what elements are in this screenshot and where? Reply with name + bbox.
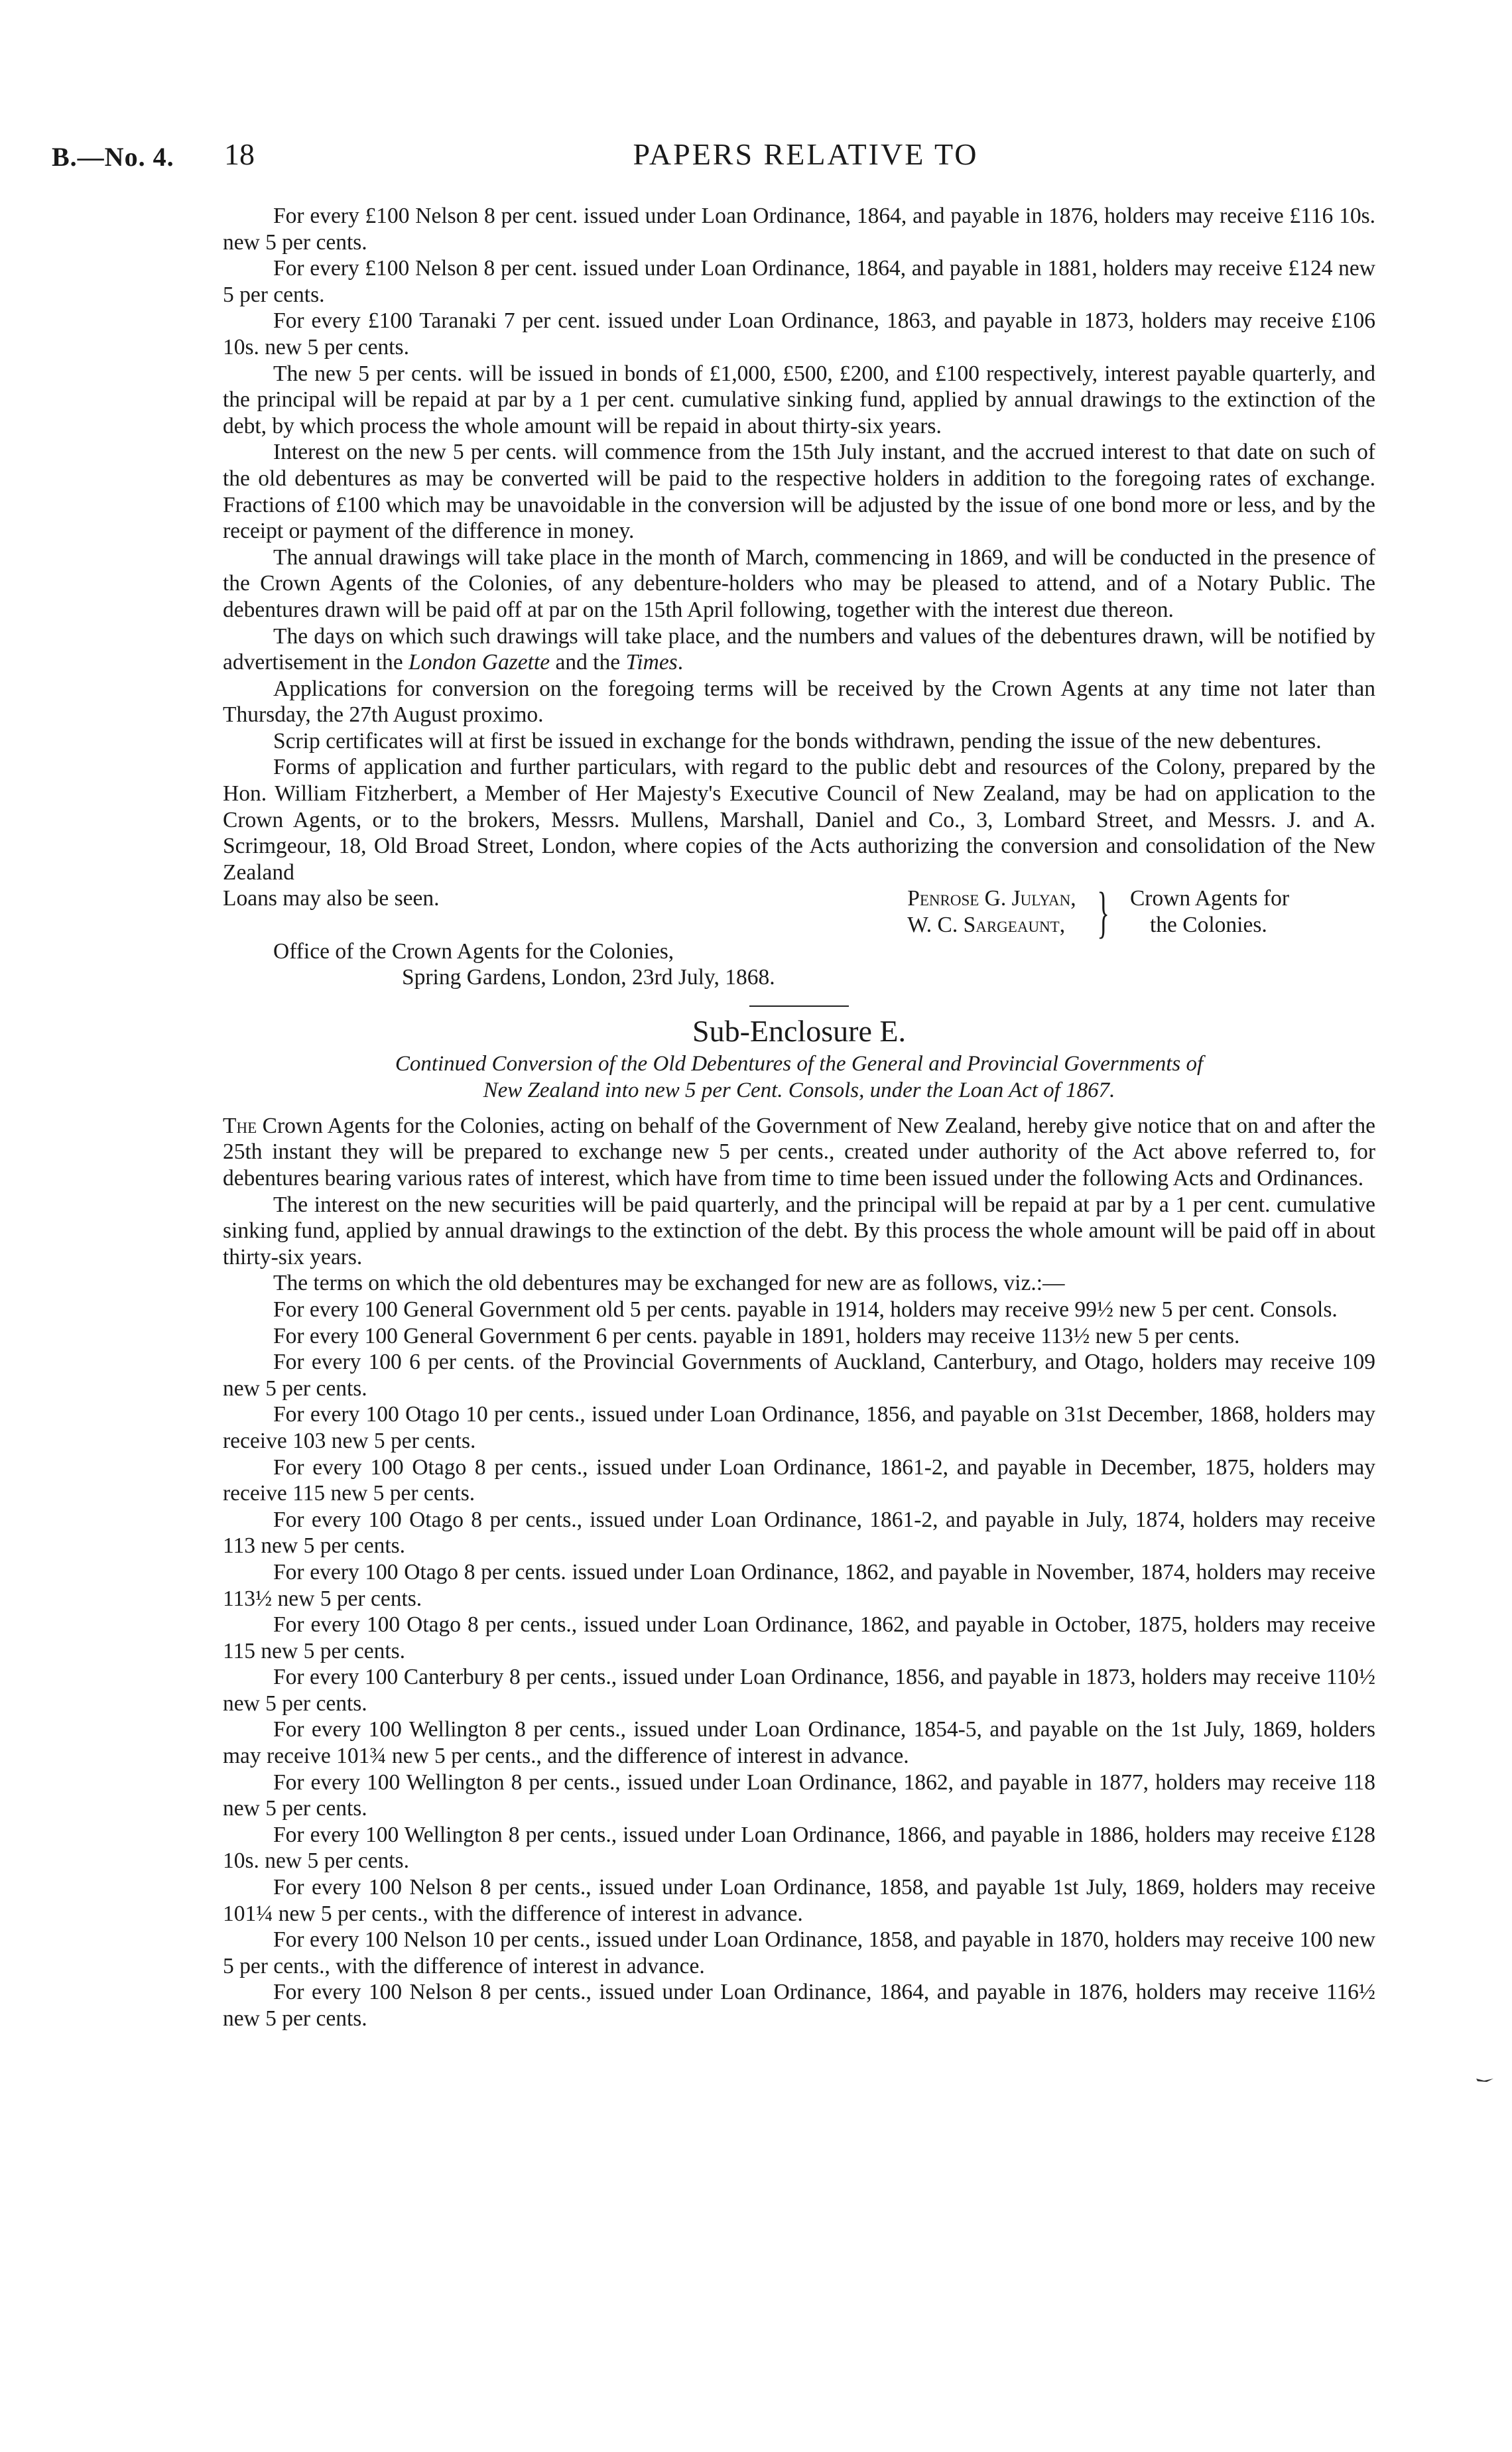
page-reference: B.—No. 4. xyxy=(52,142,174,172)
subtitle-line: Continued Conversion of the Old Debentures of the General and Provincial Governments of xyxy=(395,1051,1204,1076)
paragraph: The terms on which the old debentures may be exchanged for new are as follows, viz.:— xyxy=(273,1271,1065,1296)
text-run: and the xyxy=(550,650,626,675)
exchange-term: For every 100 Otago 8 per cents., issued under Loan Ordinance, 1862, and payable in October, 1875, holders may receive 115 new 5 per cents. xyxy=(223,1612,1375,1663)
running-title: PAPERS RELATIVE TO xyxy=(633,137,979,171)
subtitle-line: New Zealand into new 5 per Cent. Consols, under the Loan Act of 1867. xyxy=(483,1078,1115,1102)
paragraph: The new 5 per cents. will be issued in bonds of £1,000, £500, £200, and £100 respectively, interest payable quarterly, and the principal will be repaid at par by a 1 per cent. cumulative sinking fund, applied by annual drawings to the extinction of the debt, by which process the whole amount will be repaid in about thirty-six years. xyxy=(223,361,1375,438)
office-line: Office of the Crown Agents for the Colonies, xyxy=(273,938,674,964)
text-run: . xyxy=(677,650,684,675)
document-body xyxy=(223,203,1375,2032)
paragraph: For every £100 Taranaki 7 per cent. issued under Loan Ordinance, 1863, and payable in 1873, holders may receive £106 10s. new 5 per cents. xyxy=(223,308,1375,359)
text-run: The days on which such drawings will take place, and the numbers and values of the debentures drawn, will be notified by advertisement in the xyxy=(223,623,1375,675)
opening-word: The xyxy=(223,1113,257,1138)
section-divider xyxy=(749,1005,849,1007)
exchange-term: For every 100 Nelson 8 per cents., issued under Loan Ordinance, 1858, and payable 1st July, 1869, holders may receive 101¼ new 5 per cents., with the difference of interest in advance. xyxy=(223,1875,1375,1926)
office-place-date: Spring Gardens, London, 23rd July, 1868. xyxy=(402,965,775,990)
sub-enclosure-heading: Sub-Enclosure E. xyxy=(692,1013,906,1048)
paragraph: Applications for conversion on the foregoing terms will be received by the Crown Agents at any time not later than Thursday, the 27th August proximo. xyxy=(223,676,1375,728)
opening-paragraph xyxy=(223,1113,1375,1192)
margin-mark-icon xyxy=(1475,2076,1495,2084)
exchange-term: For every 100 Otago 8 per cents., issued under Loan Ordinance, 1861-2, and payable in July, 1874, holders may receive 113 new 5 per cents. xyxy=(223,1507,1375,1559)
exchange-term: For every 100 Otago 8 per cents. issued under Loan Ordinance, 1862, and payable in November, 1874, holders may receive 113½ new 5 per cents. xyxy=(223,1559,1375,1611)
exchange-term: For every 100 Otago 10 per cents., issued under Loan Ordinance, 1856, and payable on 31st December, 1868, holders may receive 103 new 5 per cents. xyxy=(223,1402,1375,1453)
exchange-term: For every 100 Nelson 8 per cents., issued under Loan Ordinance, 1864, and payable in 1876, holders may receive 116½ new 5 per cents. xyxy=(223,1980,1375,2031)
brace-icon: } xyxy=(1097,880,1109,944)
sub-enclosure-subtitle xyxy=(223,1051,1375,1104)
exchange-term: For every 100 General Government 6 per cents. payable in 1891, holders may receive 113½ new 5 per cents. xyxy=(273,1323,1240,1348)
exchange-term: For every 100 Otago 8 per cents., issued under Loan Ordinance, 1861-2, and payable in December, 1875, holders may receive 115 new 5 per cents. xyxy=(223,1454,1375,1506)
paragraph: For every £100 Nelson 8 per cent. issued under Loan Ordinance, 1864, and payable in 1876, holders may receive £116 10s. new 5 per cents. xyxy=(223,204,1375,255)
signatory-role xyxy=(1130,885,1289,938)
signatory-name: Penrose G. Julyan, xyxy=(907,886,1076,911)
signatory-names xyxy=(907,885,1076,938)
role-line: Crown Agents for xyxy=(1129,886,1289,911)
role-line: the Colonies. xyxy=(1149,913,1267,938)
paragraph: Interest on the new 5 per cents. will commence from the 15th July instant, and the accrued interest to that date on such of the old debentures as may be converted will be paid to the respective holders in addition to the foregoing rates of exchange. Fractions of £100 which may be unavoidable in the conversion will be adjusted by the issue of one bond more or less, and by the receipt or payment of the difference in money. xyxy=(223,440,1375,544)
drawings-notice-paragraph xyxy=(223,623,1375,676)
paragraph: For every £100 Nelson 8 per cent. issued under Loan Ordinance, 1864, and payable in 1881, holders may receive £124 new 5 per cents. xyxy=(223,256,1375,307)
forms-paragraph: Forms of application and further particulars, with regard to the public debt and resources of the Colony, prepared by the Hon. William Fitzherbert, a Member of Her Majesty's Executive Council of New Zealand, may be had on application to the Crown Agents, or to the brokers, Messrs. Mullens, Marshall, Daniel and Co., 3, Lombard Street, and Messrs. J. and A. Scrimgeour, 18, Old Broad Street, London, where copies of the Acts authorizing the conversion and consolidation of the New Zealand xyxy=(223,755,1375,885)
exchange-term: For every 100 Nelson 10 per cents., issued under Loan Ordinance, 1858, and payable in 1870, holders may receive 100 new 5 per cents., with the difference of interest in advance. xyxy=(223,1927,1375,1978)
exchange-term: For every 100 General Government old 5 per cents. payable in 1914, holders may receive 99½ new 5 per cent. Consols. xyxy=(273,1297,1338,1322)
page-number: 18 xyxy=(224,137,255,171)
exchange-term: For every 100 Wellington 8 per cents., issued under Loan Ordinance, 1866, and payable in 1886, holders may receive £128 10s. new 5 per cents. xyxy=(223,1822,1375,1874)
paragraph: The annual drawings will take place in the month of March, commencing in 1869, and will be conducted in the presence of the Crown Agents of the Colonies, of any debenture-holders who may be pleased to attend, and of a Notary Public. The debentures drawn will be paid off at par on the 15th April following, together with the interest due thereon. xyxy=(223,545,1375,622)
text-run: Crown Agents for the Colonies, acting on behalf of the Government of New Zealand, hereby give notice that on and after the 25th instant they will be prepared to exchange new 5 per cents., created under authority of the Act above referred to, for debentures bearing various rates of interest, which have from time to time been issued under the following Acts and Ordinances. xyxy=(223,1113,1375,1191)
paragraph: Scrip certificates will at first be issued in exchange for the bonds withdrawn, pending the issue of the new debentures. xyxy=(273,728,1322,753)
forms-last-line: Loans may also be seen. xyxy=(223,886,440,911)
paragraph: The interest on the new securities will be paid quarterly, and the principal will be repaid at par by a 1 per cent. cumulative sinking fund, applied by annual drawings to the extinction of the debt. By this process the whole amount will be paid off in about thirty-six years. xyxy=(223,1192,1375,1269)
signature-row xyxy=(223,880,1375,944)
exchange-term: For every 100 Canterbury 8 per cents., issued under Loan Ordinance, 1856, and payable in 1873, holders may receive 110½ new 5 per cents. xyxy=(223,1665,1375,1716)
signatory-name: W. C. Sargeaunt, xyxy=(907,913,1066,938)
times-title: Times xyxy=(625,650,678,675)
exchange-term: For every 100 Wellington 8 per cents., issued under Loan Ordinance, 1854-5, and payable on the 1st July, 1869, holders may receive 101¾ new 5 per cents., and the difference of interest in advance. xyxy=(223,1717,1375,1769)
signature-block xyxy=(907,880,1289,944)
exchange-term: For every 100 6 per cents. of the Provincial Governments of Auckland, Canterbury, and Otago, holders may receive 109 new 5 per cents. xyxy=(223,1350,1375,1401)
gazette-title: London Gazette xyxy=(409,650,550,675)
exchange-term: For every 100 Wellington 8 per cents., issued under Loan Ordinance, 1862, and payable in 1877, holders may receive 118 new 5 per cents. xyxy=(223,1770,1375,1821)
